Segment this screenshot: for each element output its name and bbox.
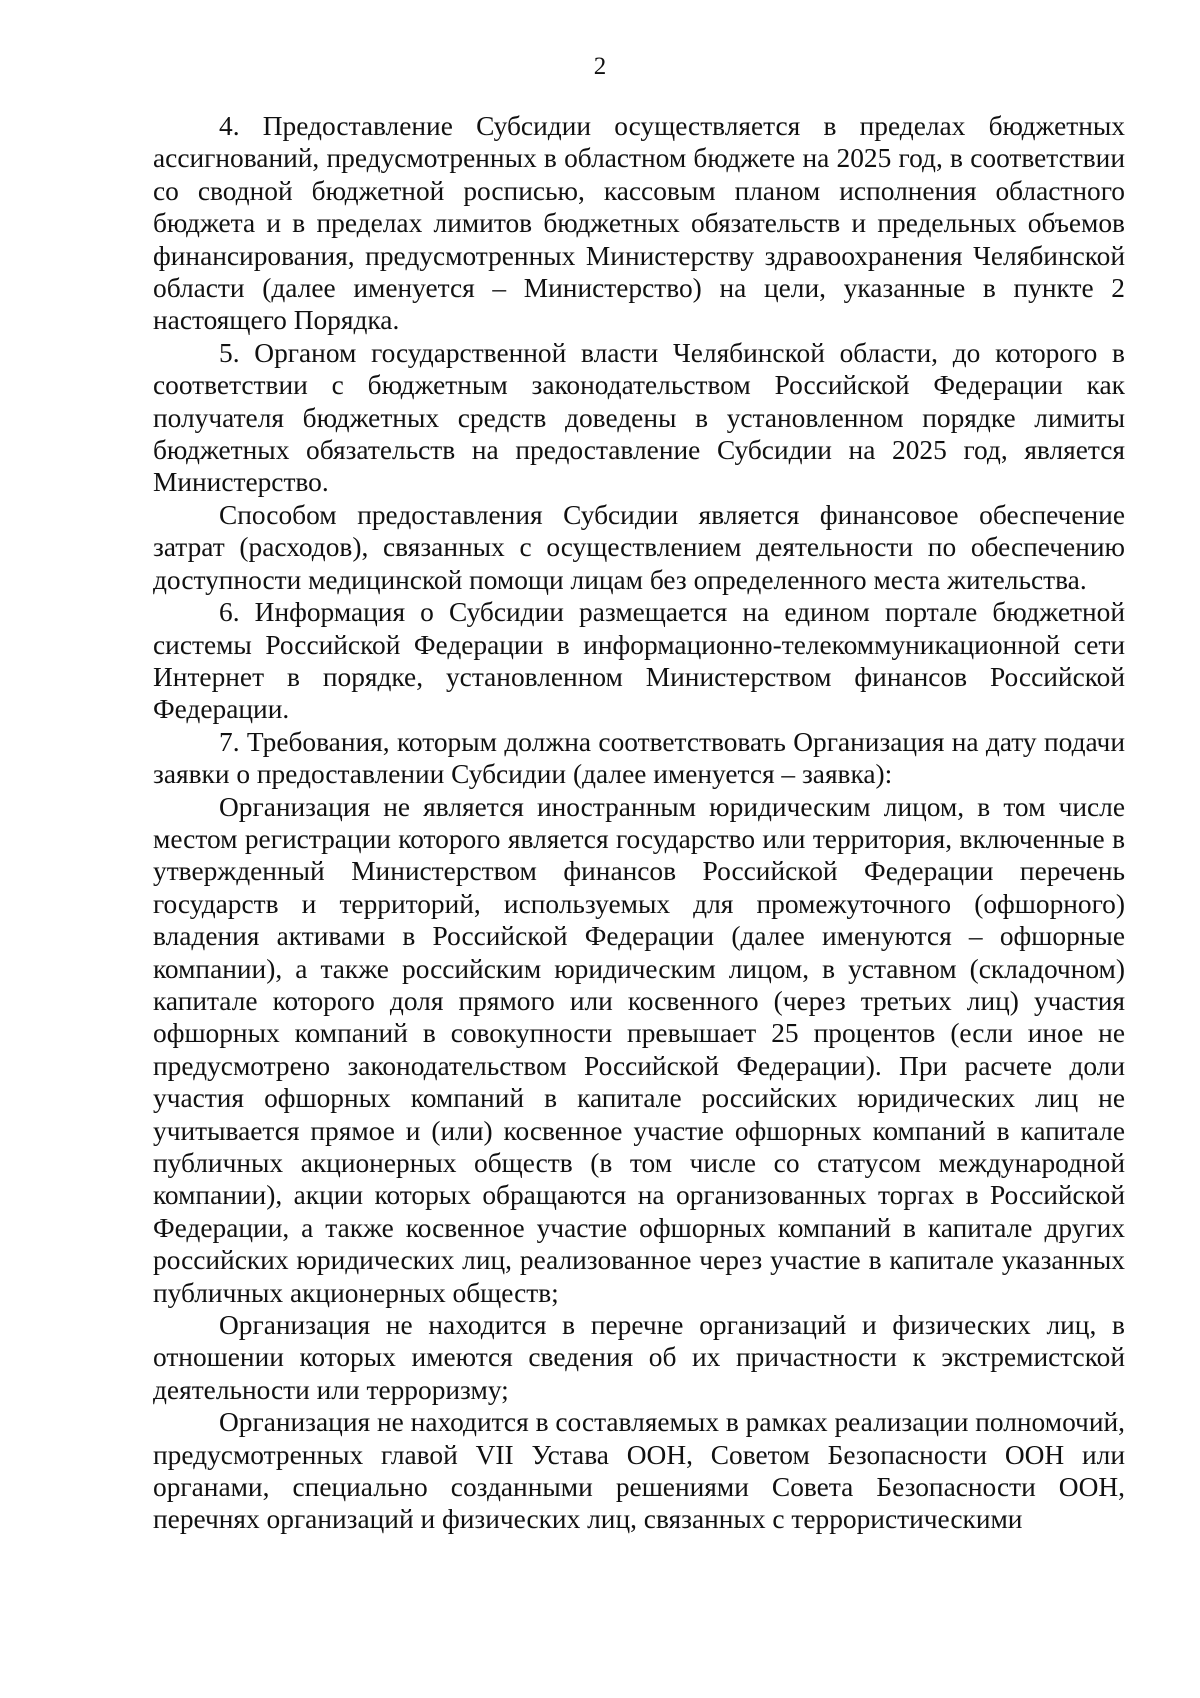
paragraph-item-6: 6. Информация о Субсидии размещается на едином портале бюджетной системы Российской Федерации в информационно-телекоммуникационной сети Интернет в порядке, установленном Министерством финансов Российской Федерации. [153,597,1125,725]
paragraph-item-5: 5. Органом государственной власти Челябинской области, до которого в соответствии с бюджетным законодательством Российской Федерации как получателя бюджетных средств доведены в установленном порядке лимиты бюджетных обязательств на предоставление Субсидии на 2025 год, является Министерство. [153,337,1125,498]
document-body [153,110,1125,1536]
paragraph-requirement-offshore: Организация не является иностранным юридическим лицом, в том числе местом регистрации которого является государство или территория, включенные в утвержденный Министерством финансов Российской Федерации перечень государств и территорий, используемых для промежуточного (офшорного) владения активами в Российской Федерации (далее именуются – офшорные компании), а также российским юридическим лицом, в уставном (складочном) капитале которого доля прямого или косвенного (через третьих лиц) участия офшорных компаний в совокупности превышает 25 процентов (если иное не предусмотрено законодательством Российской Федерации). При расчете доли участия офшорных компаний в капитале российских юридических лиц не учитывается прямое и (или) косвенное участие офшорных компаний в капитале публичных акционерных обществ (в том числе со статусом международной компании), акции которых обращаются на организованных торгах в Российской Федерации, а также косвенное участие офшорных компаний в капитале других российских юридических лиц, реализованное через участие в капитале указанных публичных акционерных обществ; [153,791,1125,1308]
paragraph-requirement-un-lists: Организация не находится в составляемых в рамках реализации полномочий, предусмотренных главой VII Устава ООН, Советом Безопасности ООН или органами, специально созданными решениями Совета Безопасности ООН, перечнях организаций и физических лиц, связанных с террористическими [153,1407,1125,1535]
paragraph-item-7: 7. Требования, которым должна соответствовать Организация на дату подачи заявки о предоставлении Субсидии (далее именуется – заявка): [153,726,1125,790]
paragraph-requirement-extremism: Организация не находится в перечне организаций и физических лиц, в отношении которых имеются сведения об их причастности к экстремистской деятельности или терроризму; [153,1310,1125,1405]
paragraph-item-4: 4. Предоставление Субсидии осуществляется в пределах бюджетных ассигнований, предусмотренных в областном бюджете на 2025 год, в соответствии со сводной бюджетной росписью, кассовым планом исполнения областного бюджета и в пределах лимитов бюджетных обязательств и предельных объемов финансирования, предусмотренных Министерству здравоохранения Челябинской области (далее именуется – Министерство) на цели, указанные в пункте 2 настоящего Порядка. [153,111,1125,336]
paragraph-subsidy-method: Способом предоставления Субсидии является финансовое обеспечение затрат (расходов), связанных с осуществлением деятельности по обеспечению доступности медицинской помощи лицам без определенного места жительства. [153,499,1125,595]
page-number: 2 [593,53,607,80]
